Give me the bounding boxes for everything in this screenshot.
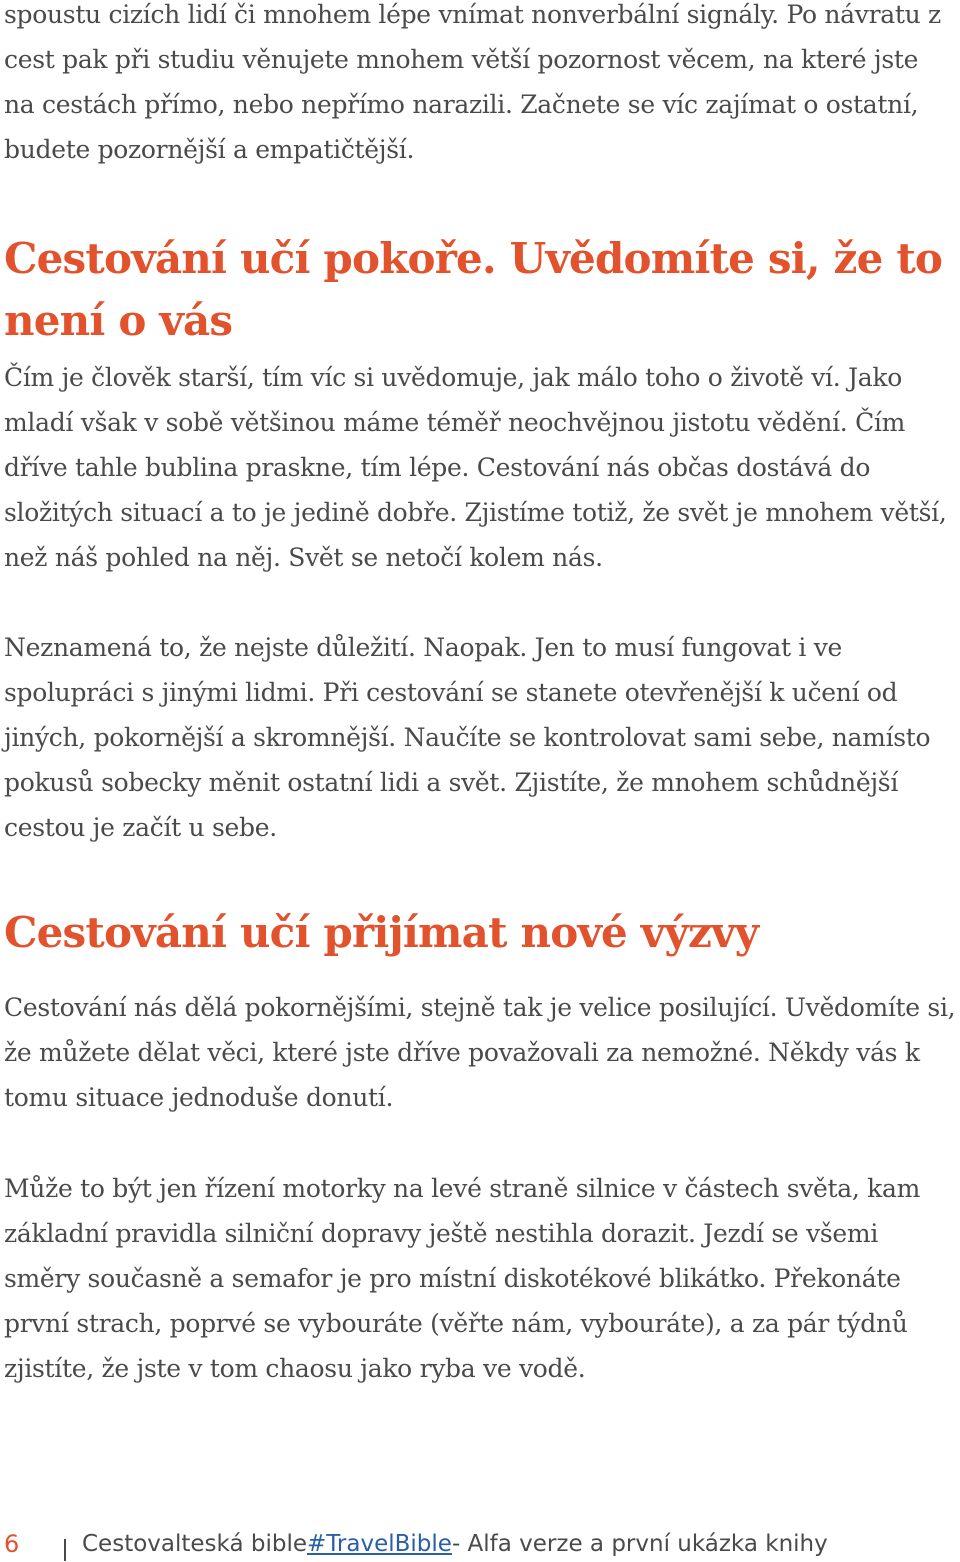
heading-challenges: Cestování učí přijímat nové výzvy bbox=[4, 908, 759, 957]
page-number: 6 bbox=[4, 1530, 20, 1558]
paragraph-humility-2: Neznamená to, že nejste důležití. Naopak. Jen to musí fungovat i ve spolupráci s jinými lidmi. Při cestování se stanete otevřenější k učení od jiných, pokornější a skromnější. Naučíte se kontrolovat sami sebe, namísto pokusů sobecky měnit ostatní lidi a svět. Zjistíte, že mnohem schůdnější cestou je začít u sebe. bbox=[4, 633, 931, 842]
footer-book-title: Cestovalteská bible bbox=[82, 1531, 307, 1557]
paragraph-challenges-1: Cestování nás dělá pokornějšími, stejně tak je velice posilující. Uvědomíte si, že můžete dělat věci, které jste dříve považovali za nemožné. Někdy vás k tomu situace jednoduše donutí. bbox=[4, 993, 956, 1112]
footer-subtitle: - Alfa verze a první ukázka knihy bbox=[451, 1531, 828, 1557]
document-page bbox=[4, 0, 956, 1562]
paragraph-challenges-2: Může to být jen řízení motorky na levé straně silnice v částech světa, kam základní pravidla silniční dopravy ještě nestihla dorazit. Jezdí se všemi směry současně a semafor je pro místní diskotékové blikátko. Překonáte první strach, poprvé se vybouráte (věřte nám, vybouráte), a za pár týdnů zjistíte, že jste v tom chaosu jako ryba ve vodě. bbox=[4, 1174, 921, 1383]
footer-divider bbox=[64, 1539, 66, 1561]
paragraph-humility-1: Čím je člověk starší, tím víc si uvědomuje, jak málo toho o životě ví. Jako mladí však v sobě většinou máme téměř neochvějnou jistotu vědění. Čím dříve tahle bublina praskne, tím lépe. Cestování nás občas dostává do složitých situací a to je jedině dobře. Zjistíme totiž, že svět je mnohem větší, než náš pohled na něj. Svět se netočí kolem nás. bbox=[4, 363, 947, 572]
page-footer bbox=[4, 1527, 956, 1561]
travelbible-hashtag-link[interactable]: #TravelBible bbox=[306, 1531, 452, 1557]
paragraph-intro: spoustu cizích lidí či mnohem lépe vnímat nonverbální signály. Po návratu z cest pak při studiu věnujete mnohem větší pozornost věcem, na které jste na cestách přímo, nebo nepřímo narazili. Začnete se víc zajímat o ostatní, budete pozornější a empatičtější. bbox=[4, 0, 941, 164]
heading-humility: Cestování učí pokoře. Uvědomíte si, že to není o vás bbox=[4, 234, 943, 345]
